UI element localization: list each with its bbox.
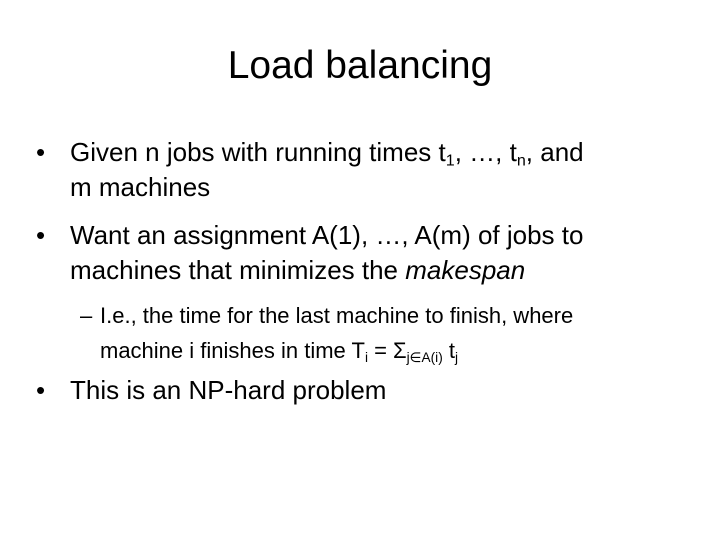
subscript-i: i xyxy=(364,349,368,365)
t-symbol: t xyxy=(442,338,455,363)
bullet-marker: • xyxy=(36,220,46,250)
bullet-1-line-1 xyxy=(70,135,584,170)
slide-title: Load balancing xyxy=(227,44,493,87)
bullet-1-text-b: , …, t xyxy=(454,137,517,167)
equals-sign: = xyxy=(367,338,394,363)
sum-subscript: j∈A(i) xyxy=(406,349,443,365)
bullet-1-text-a: Given n jobs with running times t xyxy=(70,137,446,167)
subscript-1: 1 xyxy=(445,151,455,170)
bullet-marker: • xyxy=(36,137,46,167)
sigma-symbol: Σ xyxy=(393,338,407,363)
bullet-2-line-1: Want an assignment A(1), …, A(m) of jobs to xyxy=(70,220,584,250)
bullet-1-text-c: , and xyxy=(525,137,584,167)
bullet-3-text: This is an NP-hard problem xyxy=(70,375,387,405)
sub-bullet-text: machine i finishes in time T xyxy=(100,338,365,363)
bullet-2-line-2 xyxy=(70,253,525,288)
subscript-n: n xyxy=(516,151,526,170)
sub-bullet-line-2 xyxy=(100,336,458,365)
sub-bullet-line-1: I.e., the time for the last machine to finish, where xyxy=(100,303,574,328)
makespan-term: makespan xyxy=(405,255,526,285)
subscript-j: j xyxy=(454,349,459,365)
bullet-2-text: machines that minimizes the xyxy=(70,255,406,285)
sub-bullet-marker: – xyxy=(80,303,93,328)
bullet-marker: • xyxy=(36,375,46,405)
bullet-1-line-2: m machines xyxy=(70,172,211,202)
